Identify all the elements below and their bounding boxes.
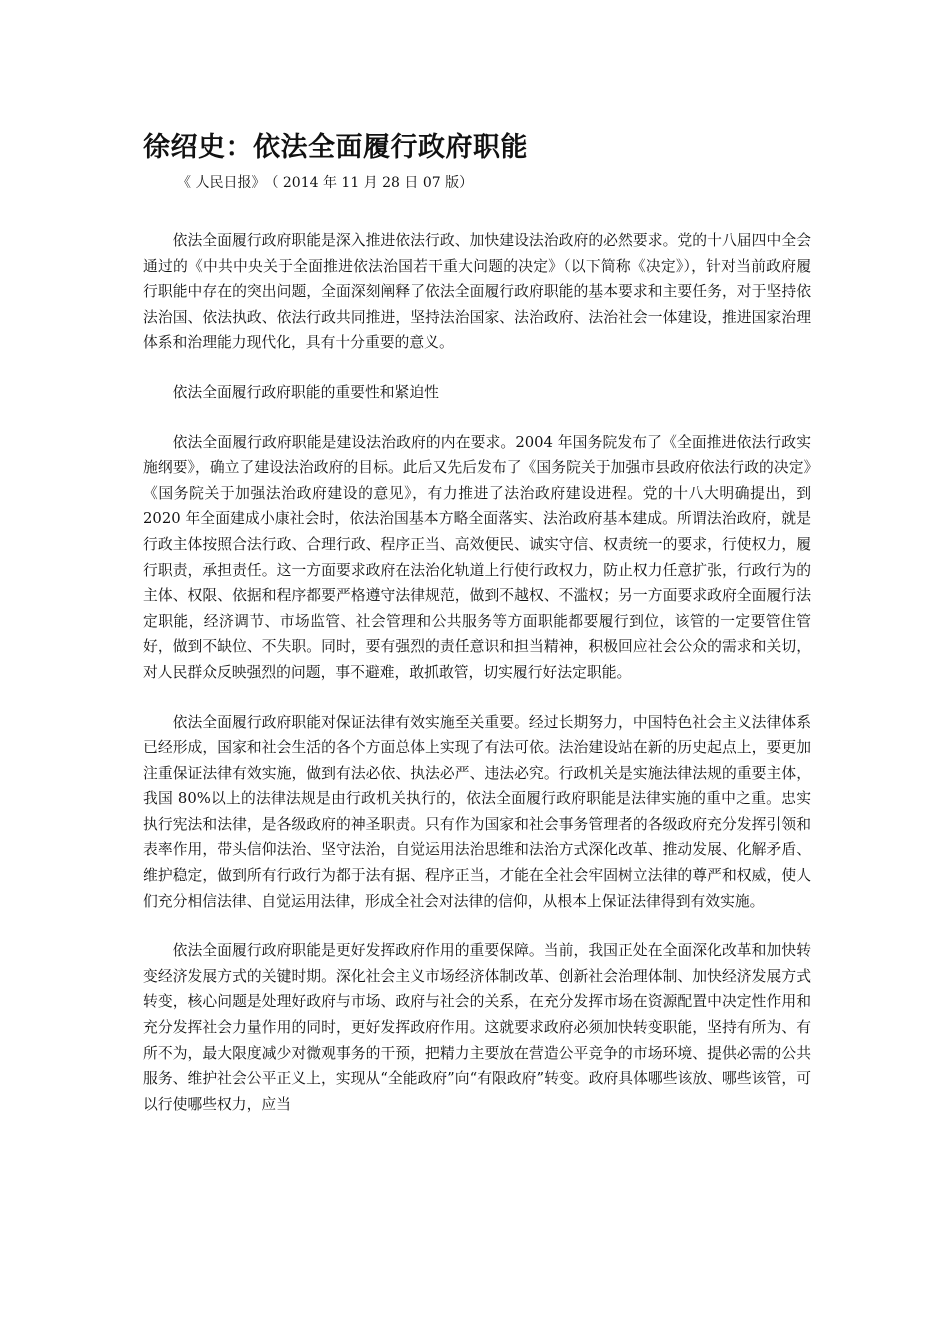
article	[143, 128, 811, 1117]
paragraph: 依法全面履行政府职能对保证法律有效实施至关重要。经过长期努力，中国特色社会主义法律体系已经形成，国家和社会生活的各个方面总体上实现了有法可依。法治建设站在新的历史起点上，要更加注重保证法律有效实施，做到有法必依、执法必严、违法必究。行政机关是实施法律法规的重要主体，我国 80%以上的法律法规是由行政机关执行的，依法全面履行政府职能是法律实施的重中之重。忠实执行宪法和法律，是各级政府的神圣职责。只有作为国家和社会事务管理者的各级政府充分发挥引领和表率作用，带头信仰法治、坚守法治，自觉运用法治思维和法治方式深化改革、推动发展、化解矛盾、维护稳定，做到所有行政行为都于法有据、程序正当，才能在全社会牢固树立法律的尊严和权威，使人们充分相信法律、自觉运用法律，形成全社会对法律的信仰，从根本上保证法律得到有效实施。	[143, 713, 811, 910]
paragraph-intro: 依法全面履行政府职能是深入推进依法行政、加快建设法治政府的必然要求。党的十八届四中全会通过的《中共中央关于全面推进依法治国若干重大问题的决定》（以下简称《决定》），针对当前政府履行职能中存在的突出问题，全面深刻阐释了依法全面履行政府职能的基本要求和主要任务，对于坚持依法治国、依法执政、依法行政共同推进，坚持法治国家、法治政府、法治社会一体建设，推进国家治理体系和治理能力现代化，具有十分重要的意义。	[143, 232, 811, 352]
article-source	[143, 172, 811, 194]
paragraph: 依法全面履行政府职能是建设法治政府的内在要求。2004 年国务院发布了《全面推进依法行政实施纲要》，确立了建设法治政府的目标。此后又先后发布了《国务院关于加强市县政府依法行政的决定》《国务院关于加强法治政府建设的意见》，有力推进了法治政府建设进程。党的十八大明确提出，到 2020 年全面建成小康社会时，依法治国基本方略全面落实、法治政府基本建成。所谓法治政府，就是行政主体按照合法行政、合理行政、程序正当、高效便民、诚实守信、权责统一的要求，行使权力，履行职责，承担责任。这一方面要求政府在法治化轨道上行使行政权力，防止权力任意扩张，行政行为的主体、权限、依据和程序都要严格遵守法律规范，做到不越权、不滥权；另一方面要求政府全面履行法定职能，经济调节、市场监管、社会管理和公共服务等方面职能都要履行到位，该管的一定要管住管好，做到不缺位、不失职。同时，要有强烈的责任意识和担当精神，积极回应社会公众的需求和关切，对人民群众反映强烈的问题，事不避难，敢抓敢管，切实履行好法定职能。	[143, 433, 811, 681]
source-date: （ 2014 年 11 月 28 日 07 版）	[271, 175, 474, 191]
section-heading: 依法全面履行政府职能的重要性和紧迫性	[172, 383, 439, 401]
source-publication: 《 人民日报》	[177, 175, 266, 191]
article-title: 徐绍史：依法全面履行政府职能	[143, 132, 528, 163]
paragraph: 依法全面履行政府职能是更好发挥政府作用的重要保障。当前，我国正处在全面深化改革和加快转变经济发展方式的关键时期。深化社会主义市场经济体制改革、创新社会治理体制、加快经济发展方式转变，核心问题是处理好政府与市场、政府与社会的关系，在充分发挥市场在资源配置中决定性作用和充分发挥社会力量作用的同时，更好发挥政府作用。这就要求政府必须加快转变职能，坚持有所为、有所不为，最大限度减少对微观事务的干预，把精力主要放在营造公平竞争的市场环境、提供必需的公共服务、维护社会公平正义上，实现从“全能政府”向“有限政府”转变。政府具体哪些该放、哪些该管，可以行使哪些权力，应当	[143, 942, 811, 1113]
